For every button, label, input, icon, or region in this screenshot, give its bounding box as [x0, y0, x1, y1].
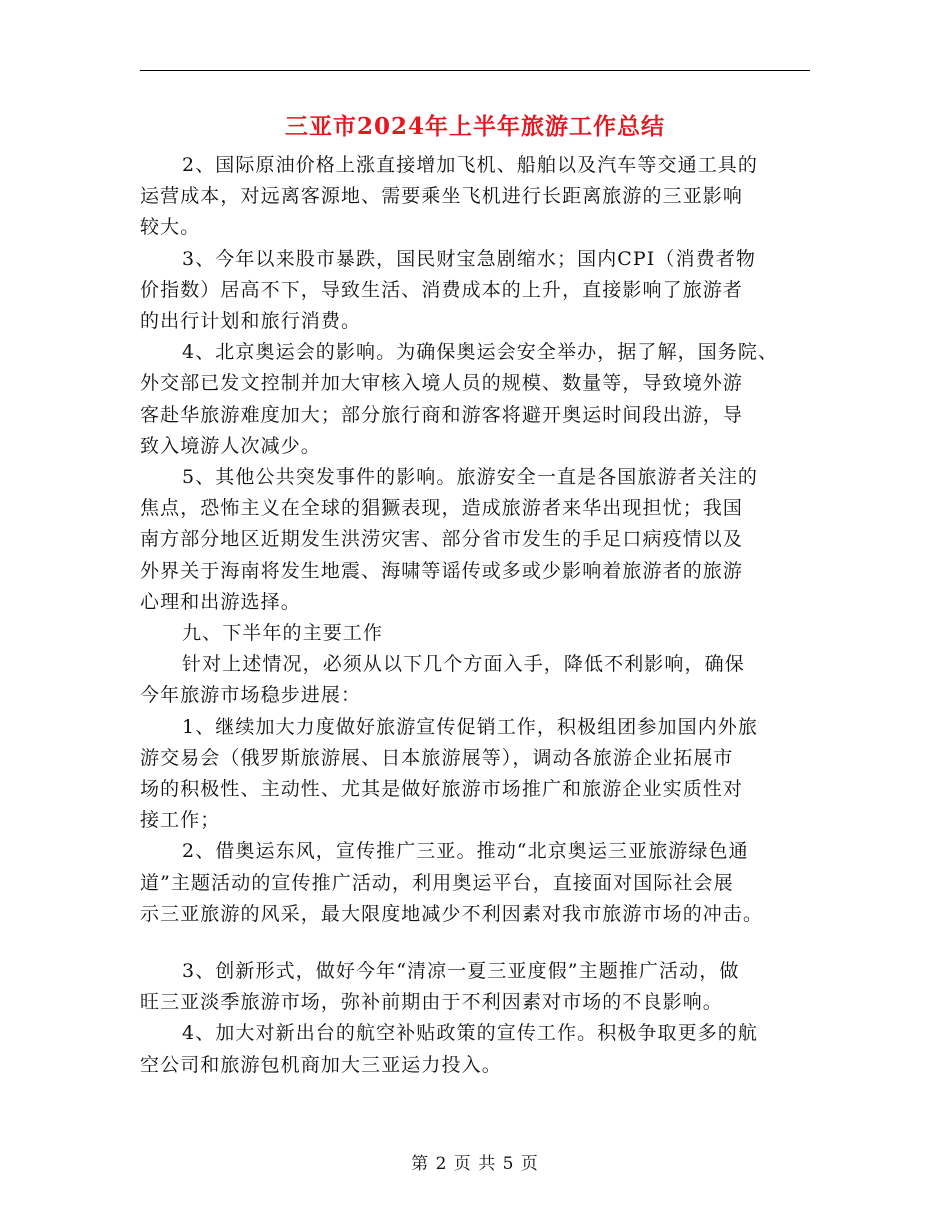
text-line: 心理和出游选择。 [140, 590, 301, 613]
text-line: 4、加大对新出台的航空补贴政策的宣传工作。积极争取更多的航 [182, 1022, 758, 1045]
paragraph-3 [140, 244, 812, 338]
text-line: 外界关于海南将发生地震、海啸等谣传或多或少影响着旅游者的旅游 [140, 559, 744, 582]
text-line: 游交易会（俄罗斯旅游展、日本旅游展等），调动各旅游企业拓展市 [140, 746, 734, 769]
text-line: 较大。 [140, 216, 201, 239]
text-line: 场的积极性、主动性、尤其是做好旅游市场推广和旅游企业实质性对 [140, 778, 744, 801]
text-line: 外交部已发文控制并加大审核入境人员的规模、数量等，导致境外游 [140, 372, 744, 395]
paragraph-5 [140, 462, 812, 618]
document-title: 三亚市2024年上半年旅游工作总结 [284, 113, 665, 140]
text-line: 今年旅游市场稳步进展： [140, 684, 362, 707]
text-line: 致入境游人次减少。 [140, 434, 321, 457]
text-line: 3、创新形式，做好今年“清凉一夏三亚度假”主题推广活动，做 [182, 960, 740, 983]
paragraph-intro [140, 649, 812, 711]
text-line: 示三亚旅游的风采，最大限度地减少不利因素对我市旅游市场的冲击。 [140, 902, 764, 925]
text-line: 针对上述情况，必须从以下几个方面入手，降低不利影响，确保 [182, 653, 745, 676]
text-line: 旺三亚淡季旅游市场，弥补前期由于不利因素对市场的不良影响。 [140, 991, 723, 1014]
text-line: 南方部分地区近期发生洪涝灾害、部分省市发生的手足口病疫情以及 [140, 528, 744, 551]
paragraph-4 [140, 337, 812, 462]
document-body [140, 150, 812, 1081]
text-line: 3、今年以来股市暴跌，国民财宝急剧缩水；国内CPI（消费者物 [182, 247, 756, 270]
paragraph-task-1 [140, 712, 812, 837]
text-line: 4、北京奥运会的影响。为确保奥运会安全举办，据了解，国务院、 [182, 341, 779, 364]
text-line: 的出行计划和旅行消费。 [140, 310, 362, 333]
paragraph-task-2 [140, 836, 812, 930]
paragraph-task-3 [140, 956, 812, 1018]
header-rule [140, 70, 810, 71]
text-line: 价指数）居高不下，导致生活、消费成本的上升，直接影响了旅游者 [140, 278, 744, 301]
section-heading-9 [140, 618, 812, 649]
paragraph-gap [140, 930, 812, 956]
text-line: 道”主题活动的宣传推广活动，利用奥运平台，直接面对国际社会展 [140, 871, 734, 894]
text-line: 空公司和旅游包机商加大三亚运力投入。 [140, 1053, 502, 1076]
text-line: 客赴华旅游难度加大；部分旅行商和游客将避开奥运时间段出游，导 [140, 403, 744, 426]
text-line: 5、其他公共突发事件的影响。旅游安全一直是各国旅游者关注的 [182, 466, 758, 489]
text-line: 1、继续加大力度做好旅游宣传促销工作，积极组团参加国内外旅 [182, 715, 758, 738]
text-line: 接工作； [140, 809, 221, 832]
paragraph-task-4 [140, 1018, 812, 1080]
text-line: 九、下半年的主要工作 [182, 622, 384, 645]
text-line: 运营成本，对远离客源地、需要乘坐飞机进行长距离旅游的三亚影响 [140, 185, 744, 208]
text-line: 2、借奥运东风，宣传推广三亚。推动“北京奥运三亚旅游绿色通 [182, 840, 749, 863]
text-line: 焦点，恐怖主义在全球的猖獗表现，造成旅游者来华出现担忧；我国 [140, 497, 744, 520]
text-line: 2、国际原油价格上涨直接增加飞机、船舶以及汽车等交通工具的 [182, 154, 758, 176]
page-number: 第 2 页 共 5 页 [411, 1154, 539, 1174]
paragraph-2 [140, 150, 812, 244]
